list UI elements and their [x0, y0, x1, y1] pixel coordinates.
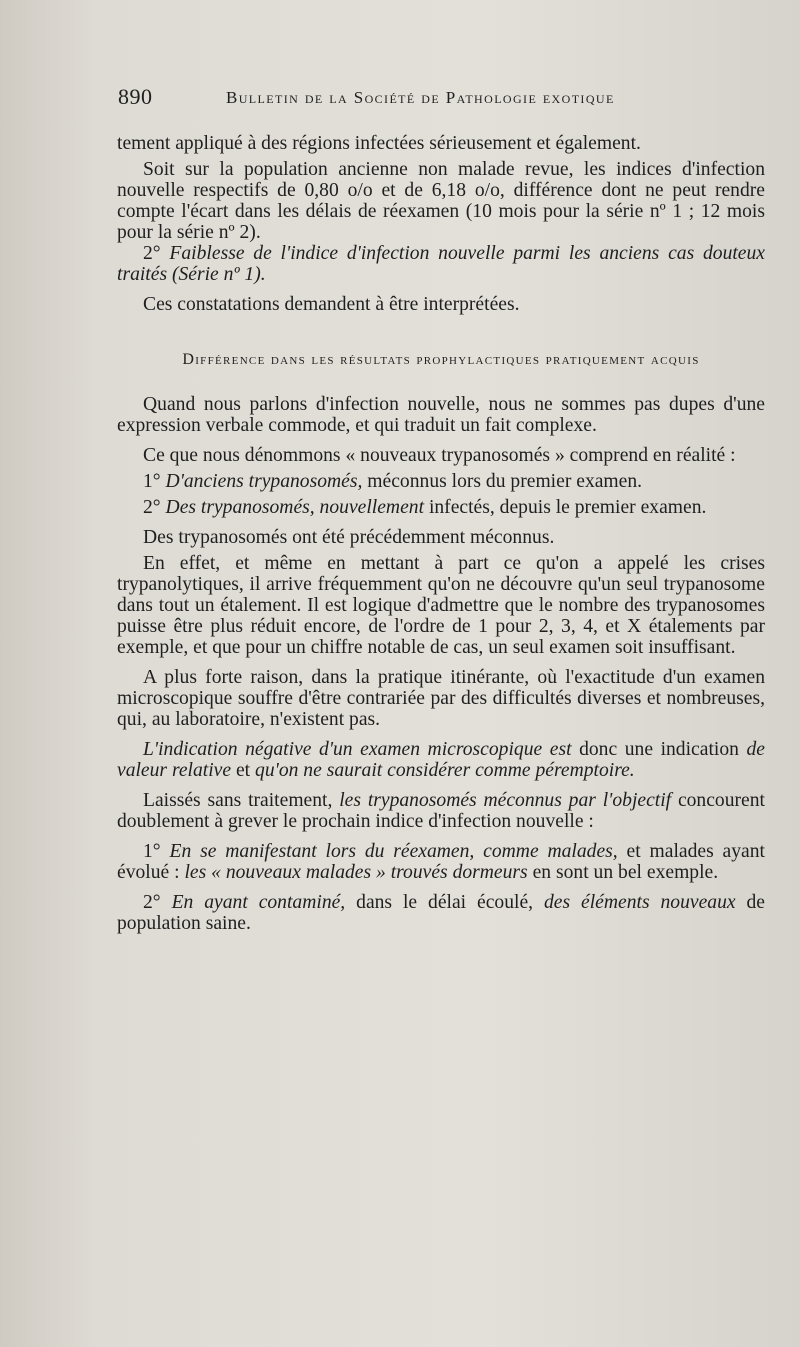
paragraph: Quand nous parlons d'infection nouvelle, nous ne sommes pas dupes d'une expression verbale commode, et qui traduit un fait complexe. — [117, 394, 765, 436]
list-item — [117, 471, 765, 492]
text: et malades ayant évolué : — [117, 841, 765, 883]
paragraph: Des trypanosomés ont été précédemment méconnus. — [143, 527, 555, 548]
italic-text: Des trypanosomés, nouvellement — [165, 497, 425, 518]
paragraph: En effet, et même en mettant à part ce qu'on a appelé les crises trypanolytiques, il arrive fréquemment qu'on ne découvre qu'un seul trypanosome dans tout un étalement. Il est logique d'admettre que le nombre des trypanosomes puisse être plus réduit encore, de l'ordre de 1 pour 2, 3, 4, et X étalements par exemple, et que pour un chiffre notable de cas, un seul examen soit insuffisant. — [117, 553, 765, 658]
text: donc une indication — [579, 739, 739, 760]
section-heading: Différence dans les résultats prophylactiques pratiquement acquis — [182, 351, 700, 368]
text: de population saine. — [117, 892, 765, 934]
page-number: 890 — [118, 84, 153, 109]
text: concourent doublement à grever le prochain indice d'infection nouvelle : — [117, 790, 765, 832]
paragraph — [117, 790, 765, 832]
text: Laissés sans traitement, — [143, 790, 333, 811]
italic-text: qu'on ne saurait considérer comme péremptoire. — [255, 760, 635, 781]
italic-text: D'anciens trypanosomés, — [165, 471, 363, 492]
list-number: 2° — [143, 243, 161, 264]
list-item — [117, 497, 765, 518]
list-number: 2° — [143, 497, 161, 518]
italic-text: En se manifestant lors du réexamen, comme malades, — [169, 841, 618, 862]
list-number: 1° — [143, 841, 161, 862]
page-header — [118, 84, 678, 114]
paragraph: Ce que nous dénommons « nouveaux trypanosomés » comprend en réalité : — [143, 445, 736, 466]
italic-text: les trypanosomés méconnus par l'objectif — [339, 790, 672, 811]
list-number: 1° — [143, 471, 161, 492]
running-head: Bulletin de la Société de Pathologie exotique — [226, 88, 615, 107]
italic-text: En ayant contaminé, — [171, 892, 346, 913]
text: et — [235, 760, 251, 781]
italic-text: L'indication négative d'un examen microscopique est — [143, 739, 572, 760]
text: méconnus lors du premier examen. — [367, 471, 643, 492]
text: infectés, depuis le premier examen. — [428, 497, 707, 518]
paragraph — [117, 243, 765, 285]
italic-text: des éléments nouveaux — [543, 892, 736, 913]
text: dans le délai écoulé, — [356, 892, 534, 913]
body-text — [117, 133, 765, 934]
italic-text: Faiblesse de l'indice d'infection nouvelle parmi les anciens cas douteux traités (Série nº 1). — [117, 243, 765, 285]
paragraph: Ces constatations demandent à être interprétées. — [143, 294, 520, 315]
list-item — [117, 841, 765, 883]
paragraph: A plus forte raison, dans la pratique itinérante, où l'exactitude d'un examen microscopique souffre d'être contrariée par des difficultés diverses et nombreuses, qui, au laboratoire, n'existent pas. — [117, 667, 765, 730]
italic-text: de valeur relative — [117, 739, 765, 781]
paragraph — [117, 739, 765, 781]
list-item — [117, 892, 765, 934]
paragraph: Soit sur la population ancienne non malade revue, les indices d'infection nouvelle respectifs de 0,80 o/o et de 6,18 o/o, différence dont ne peut rendre compte l'écart dans les délais de réexamen (10 mois pour la série nº 1 ; 12 mois pour la série nº 2). — [117, 159, 765, 243]
paragraph: tement appliqué à des régions infectées sérieusement et également. — [117, 133, 641, 154]
italic-text: les « nouveaux malades » trouvés dormeurs — [184, 862, 528, 883]
list-number: 2° — [143, 892, 161, 913]
text: en sont un bel exemple. — [532, 862, 719, 883]
